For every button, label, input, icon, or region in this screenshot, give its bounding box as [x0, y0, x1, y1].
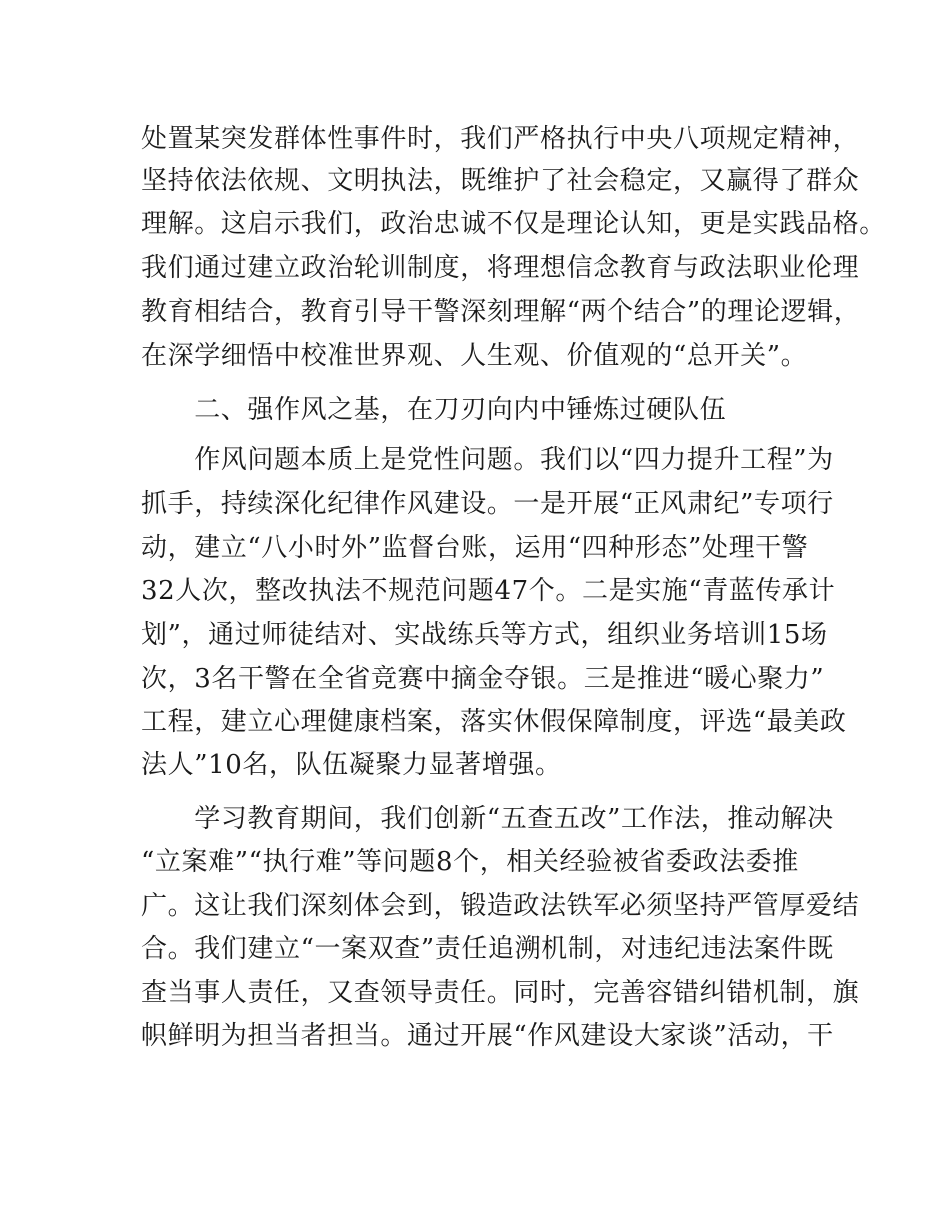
- text-line: 次，3名干警在全省竞赛中摘金夺银。三是推进“暖心聚力”: [141, 664, 825, 694]
- text-line: 工程，建立心理健康档案，落实休假保障制度，评选“最美政: [141, 707, 847, 737]
- text-line: 我们通过建立政治轮训制度，将理想信念教育与政法职业伦理: [141, 253, 860, 283]
- text-line: 广。这让我们深刻体会到，锻造政法铁军必须坚持严管厚爱结: [141, 891, 860, 921]
- text-line: 教育相结合，教育引导干警深刻理解“两个结合”的理论逻辑，: [141, 297, 861, 327]
- text-line: 合。我们建立“一案双查”责任追溯机制，对违纪违法案件既: [141, 934, 834, 964]
- text-line: 处置某突发群体性事件时，我们严格执行中央八项规定精神，: [141, 124, 860, 154]
- text-line: 帜鲜明为担当者担当。通过开展“作风建设大家谈”活动，干: [141, 1021, 834, 1051]
- text-line: 坚持依法依规、文明执法，既维护了社会稳定，又赢得了群众: [141, 166, 860, 196]
- text-line: 划”，通过师徒结对、实战练兵等方式，组织业务培训15场: [141, 620, 828, 650]
- text-line: 理解。这启示我们，政治忠诚不仅是理论认知，更是实践品格。: [141, 209, 886, 239]
- text-line: 动，建立“八小时外”监督台账，运用“四种形态”处理干警: [141, 533, 809, 563]
- text-line: 作风问题本质上是党性问题。我们以“四力提升工程”为: [141, 445, 834, 475]
- text-line: 查当事人责任，又查领导责任。同时，完善容错纠错机制，旗: [141, 978, 860, 1008]
- text-line: 32人次，整改执法不规范问题47个。二是实施“青蓝传承计: [141, 576, 836, 606]
- text-line: 在深学细悟中校准世界观、人生观、价值观的“总开关”。: [141, 341, 808, 371]
- text-line: 法人”10名，队伍凝聚力显著增强。: [141, 750, 562, 780]
- text-line: “立案难”“执行难”等问题8个，相关经验被省委政法委推: [141, 847, 799, 877]
- section-heading: 二、强作风之基，在刀刃向内中锤炼过硬队伍: [141, 395, 727, 425]
- text-line: 抓手，持续深化纪律作风建设。一是开展“正风肃纪”专项行: [141, 489, 834, 519]
- text-line: 学习教育期间，我们创新“五查五改”工作法，推动解决: [141, 804, 834, 834]
